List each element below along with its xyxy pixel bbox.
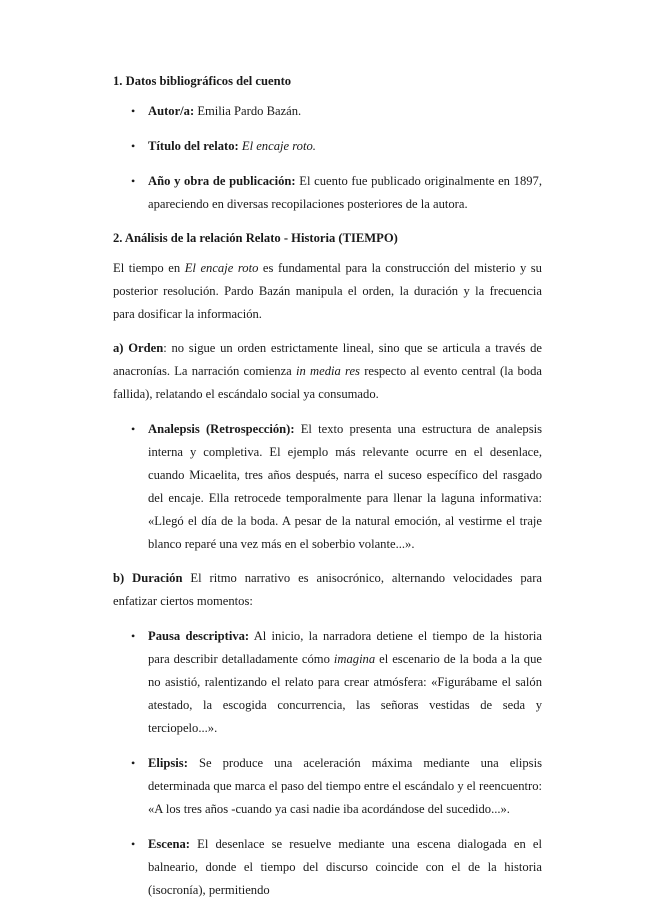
- list-item: • Autor/a: Emilia Pardo Bazán.: [113, 100, 542, 123]
- list-item: • Escena: El desenlace se resuelve mediante una escena dialogada en el balneario, donde el tiempo del discurso coincide con el de la historia (isocronía), permitiendo: [113, 833, 542, 902]
- duracion-list: [113, 625, 542, 902]
- list-item: • Pausa descriptiva: Al inicio, la narradora detiene el tiempo de la historia para describir detalladamente cómo imagina el escenario de la boda a la que no asistió, ralentizando el relato para crear atmósfera: «Figurábame el salón atestado, la escogida concurrencia, las señoras vestidas de seda y terciopelo...».: [113, 625, 542, 740]
- bullet-icon: •: [131, 104, 136, 118]
- bullet-icon: •: [131, 629, 136, 643]
- section1-heading: 1. Datos bibliográficos del cuento: [113, 74, 292, 88]
- duracion-paragraph: b) Duración El ritmo narrativo es anisocrónico, alternando velocidades para enfatizar ciertos momentos:: [113, 571, 542, 608]
- list-item: • Año y obra de publicación: El cuento fue publicado originalmente en 1897, apareciendo en diversas recopilaciones posteriores de la autora.: [113, 170, 542, 216]
- section2-heading: 2. Análisis de la relación Relato - Historia (TIEMPO): [113, 231, 398, 245]
- intro-paragraph: El tiempo en El encaje roto es fundamental para la construcción del misterio y su posterior resolución. Pardo Bazán manipula el orden, la duración y la frecuencia para dosificar la información.: [113, 261, 542, 321]
- list-item: • Elipsis: Se produce una aceleración máxima mediante una elipsis determinada que marca el paso del tiempo entre el escándalo y el reencuentro: «A los tres años -cuando ya casi nadie iba acordándose del sucedido...».: [113, 752, 542, 821]
- list-item: • Título del relato: El encaje roto.: [113, 135, 542, 158]
- bullet-icon: •: [131, 756, 136, 770]
- bibliographic-list: [113, 100, 542, 216]
- bullet-icon: •: [131, 174, 136, 188]
- bullet-icon: •: [131, 837, 136, 851]
- orden-paragraph: a) Orden: no sigue un orden estrictamente lineal, sino que se articula a través de anacronías. La narración comienza in media res respecto al evento central (la boda fallida), relatando el escándalo social ya consumado.: [113, 341, 542, 401]
- orden-list: [113, 418, 542, 556]
- bullet-icon: •: [131, 139, 136, 153]
- bullet-icon: •: [131, 422, 136, 436]
- list-item: • Analepsis (Retrospección): El texto presenta una estructura de analepsis interna y completiva. El ejemplo más relevante ocurre en el desenlace, cuando Micaelita, tres años después, narra el suceso específico del rasgado del encaje. Ella retrocede temporalmente para llenar la laguna informativa: «Llegó el día de la boda. A pesar de la natural emoción, al vestirme el traje blanco reparé una vez más en el soberbio volante...».: [113, 418, 542, 556]
